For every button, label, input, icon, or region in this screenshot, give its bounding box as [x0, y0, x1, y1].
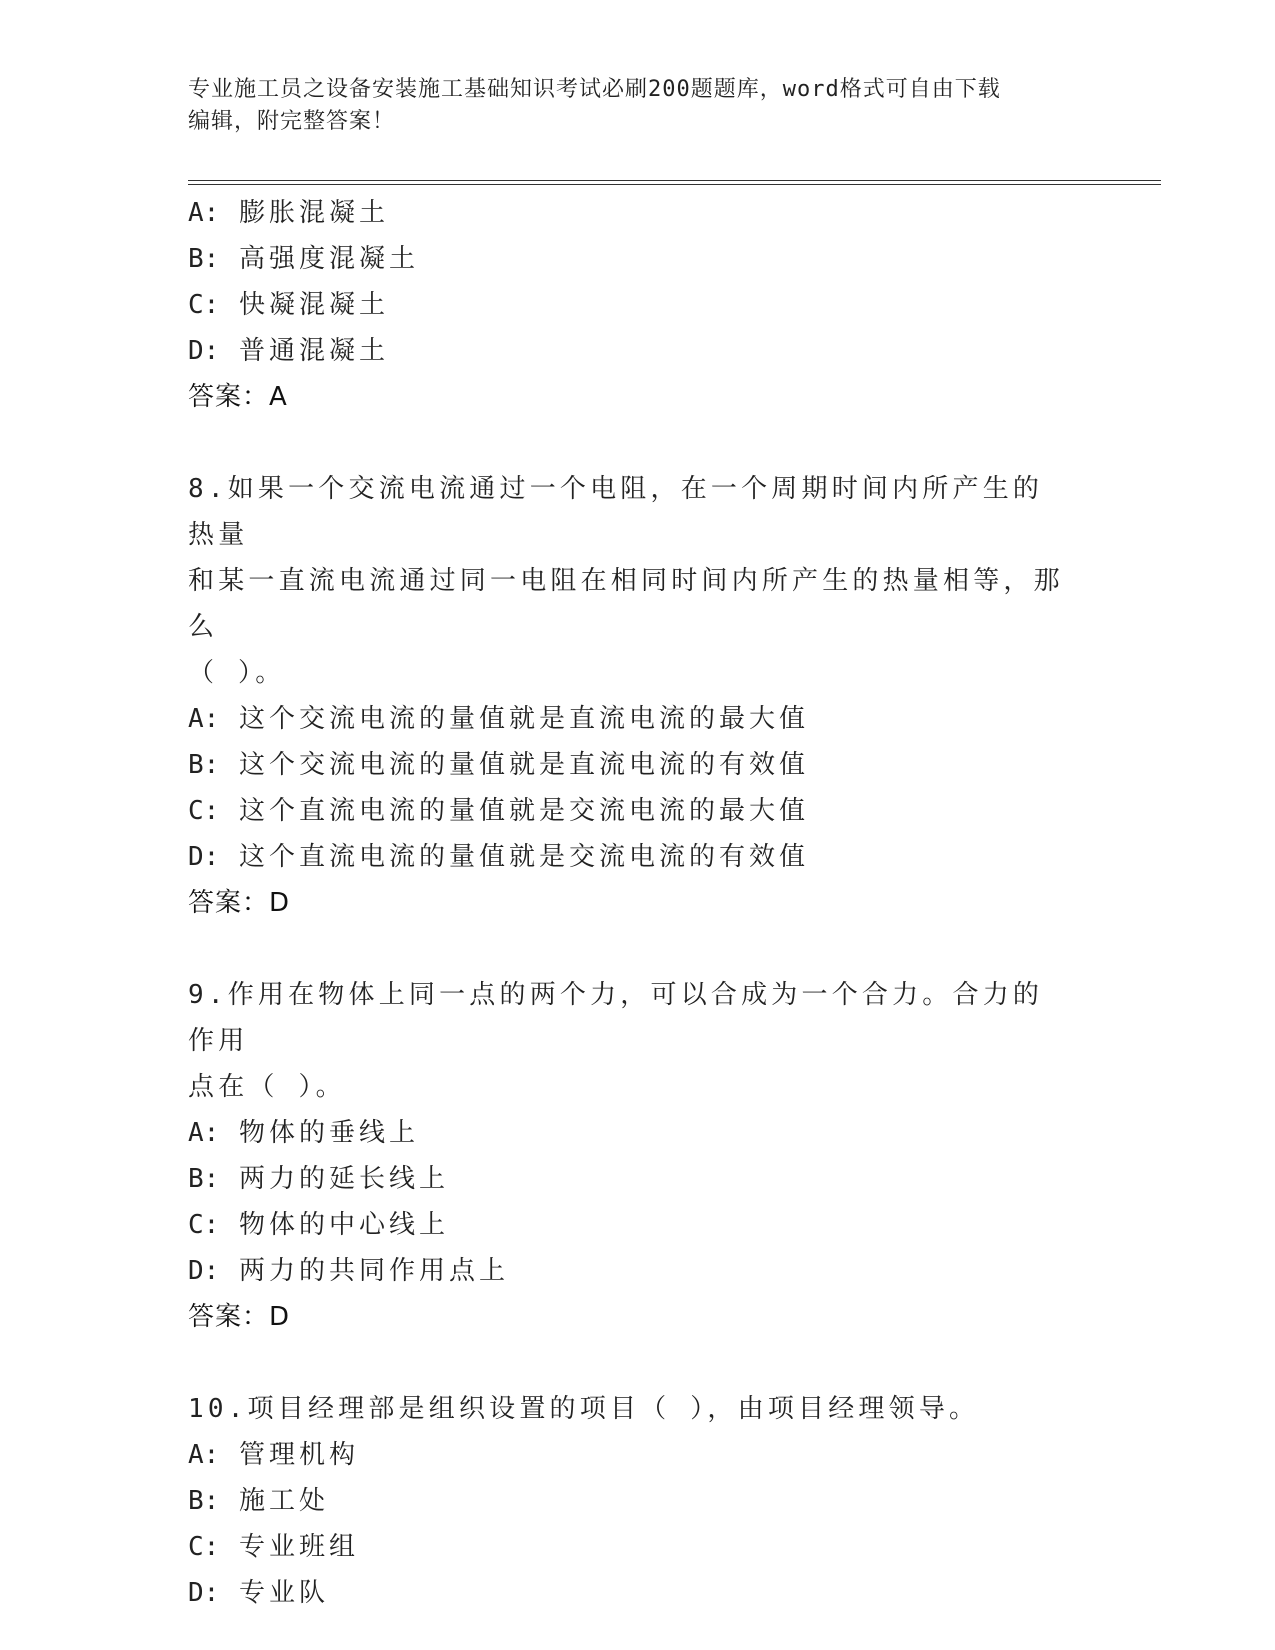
option-b [188, 742, 1088, 788]
option-c [188, 1524, 1088, 1570]
option-key: C: [188, 1210, 220, 1240]
option-text: 高强度混凝土 [238, 244, 419, 274]
question-stem [188, 972, 1068, 1110]
option-d [188, 1248, 1088, 1294]
option-key: D: [188, 1256, 220, 1286]
stem-line: 点在（ ）。 [188, 1072, 346, 1102]
option-text: 物体的垂线上 [238, 1118, 419, 1148]
answer-line: 答案：A [188, 382, 288, 412]
stem-line: （ ）。 [188, 658, 286, 688]
stem-line: 和某一直流电流通过同一电阻在相同时间内所产生的热量相等，那么 [188, 566, 1064, 642]
option-a [188, 190, 1088, 236]
option-key: A: [188, 1118, 220, 1148]
question-partial [188, 190, 1088, 420]
option-text: 普通混凝土 [238, 336, 389, 366]
question-9 [188, 972, 1088, 1340]
option-key: C: [188, 796, 220, 826]
option-text: 膨胀混凝土 [238, 198, 389, 228]
option-key: B: [188, 1164, 220, 1194]
question-stem [188, 1386, 1068, 1432]
option-key: D: [188, 336, 220, 366]
option-a [188, 696, 1088, 742]
option-c [188, 788, 1088, 834]
document-header [188, 74, 1088, 138]
option-b [188, 236, 1088, 282]
option-text: 这个交流电流的量值就是直流电流的有效值 [238, 750, 809, 780]
option-d [188, 834, 1088, 880]
spacer [188, 1340, 1088, 1386]
option-key: B: [188, 1486, 220, 1516]
question-10 [188, 1386, 1088, 1616]
option-key: B: [188, 750, 220, 780]
option-d [188, 1570, 1088, 1616]
option-text: 快凝混凝土 [238, 290, 389, 320]
question-stem [188, 466, 1068, 696]
option-a [188, 1432, 1088, 1478]
question-8 [188, 466, 1088, 926]
header-line-2: 编辑，附完整答案！ [188, 109, 396, 134]
option-text: 专业队 [238, 1578, 329, 1608]
stem-line: 9.作用在物体上同一点的两个力，可以合成为一个合力。合力的作用 [188, 980, 1044, 1056]
option-b [188, 1156, 1088, 1202]
option-key: C: [188, 290, 220, 320]
option-key: D: [188, 1578, 220, 1608]
option-text: 施工处 [238, 1486, 329, 1516]
option-text: 两力的延长线上 [238, 1164, 449, 1194]
answer-line: 答案：D [188, 888, 291, 918]
option-b [188, 1478, 1088, 1524]
option-key: A: [188, 704, 220, 734]
option-text: 管理机构 [238, 1440, 359, 1470]
option-text: 这个直流电流的量值就是交流电流的有效值 [238, 842, 809, 872]
answer-line: 答案：D [188, 1302, 291, 1332]
question-list [188, 190, 1088, 1616]
option-c [188, 282, 1088, 328]
option-key: D: [188, 842, 220, 872]
option-c [188, 1202, 1088, 1248]
option-key: A: [188, 1440, 220, 1470]
option-text: 专业班组 [238, 1532, 359, 1562]
option-text: 物体的中心线上 [238, 1210, 449, 1240]
option-key: A: [188, 198, 220, 228]
stem-line: 10.项目经理部是组织设置的项目（ ），由项目经理领导。 [188, 1394, 980, 1424]
spacer [188, 420, 1088, 466]
option-key: C: [188, 1532, 220, 1562]
spacer [188, 926, 1088, 972]
stem-line: 8.如果一个交流电流通过一个电阻，在一个周期时间内所产生的热量 [188, 474, 1044, 550]
option-text: 这个交流电流的量值就是直流电流的最大值 [238, 704, 809, 734]
option-key: B: [188, 244, 220, 274]
header-line-1: 专业施工员之设备安装施工基础知识考试必刷200题题库，word格式可自由下载 [188, 77, 1001, 102]
option-d [188, 328, 1088, 374]
option-text: 两力的共同作用点上 [238, 1256, 509, 1286]
option-text: 这个直流电流的量值就是交流电流的最大值 [238, 796, 809, 826]
option-a [188, 1110, 1088, 1156]
header-divider [188, 180, 1161, 185]
